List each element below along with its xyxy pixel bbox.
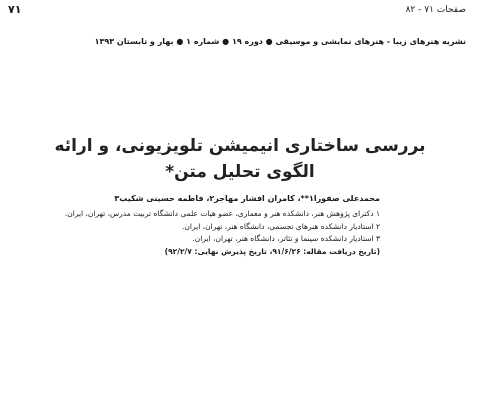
title-line-1: بررسی ساختاری انیمیشن تلویزیونی، و ارائه — [54, 136, 426, 156]
affiliation-3: ۳ استادیار دانشکده سینما و تئاتر، دانشگاه هنر، تهران، ایران. — [192, 234, 380, 243]
journal-info: نشریه هنرهای زیبا - هنرهای نمایشی و موسیقی ● دوره ۱۹ ● شماره ۱ ● بهار و تابستان ۱۳۹۳ — [94, 37, 466, 46]
running-header — [8, 3, 472, 21]
page-range: صفحات ۷۱ - ۸۲ — [405, 5, 466, 15]
affiliation-2: ۲ استادیار دانشکده هنرهای تجسمی، دانشگاه هنر، تهران، ایران. — [182, 221, 380, 231]
affiliation-1: ۱ دکترای پژوهش هنر، دانشکده هنر و معماری، عضو هیات علمی دانشگاه تربیت مدرس، تهران، ایران. — [64, 209, 380, 218]
affiliations — [40, 208, 380, 258]
received-dates: (تاریخ دریافت مقاله: ۹۱/۶/۲۶، تاریخ پذیرش نهایی: ۹۲/۲/۷) — [164, 246, 380, 256]
title-line-2: الگوی تحلیل متن* — [165, 162, 315, 182]
article-title — [40, 133, 440, 185]
author-list: محمدعلی صفورا۱**، کامران افشار مهاجر۲، فاطمه حسینی شکیب۳ — [114, 194, 380, 203]
page-number: ۷۱ — [8, 3, 22, 16]
